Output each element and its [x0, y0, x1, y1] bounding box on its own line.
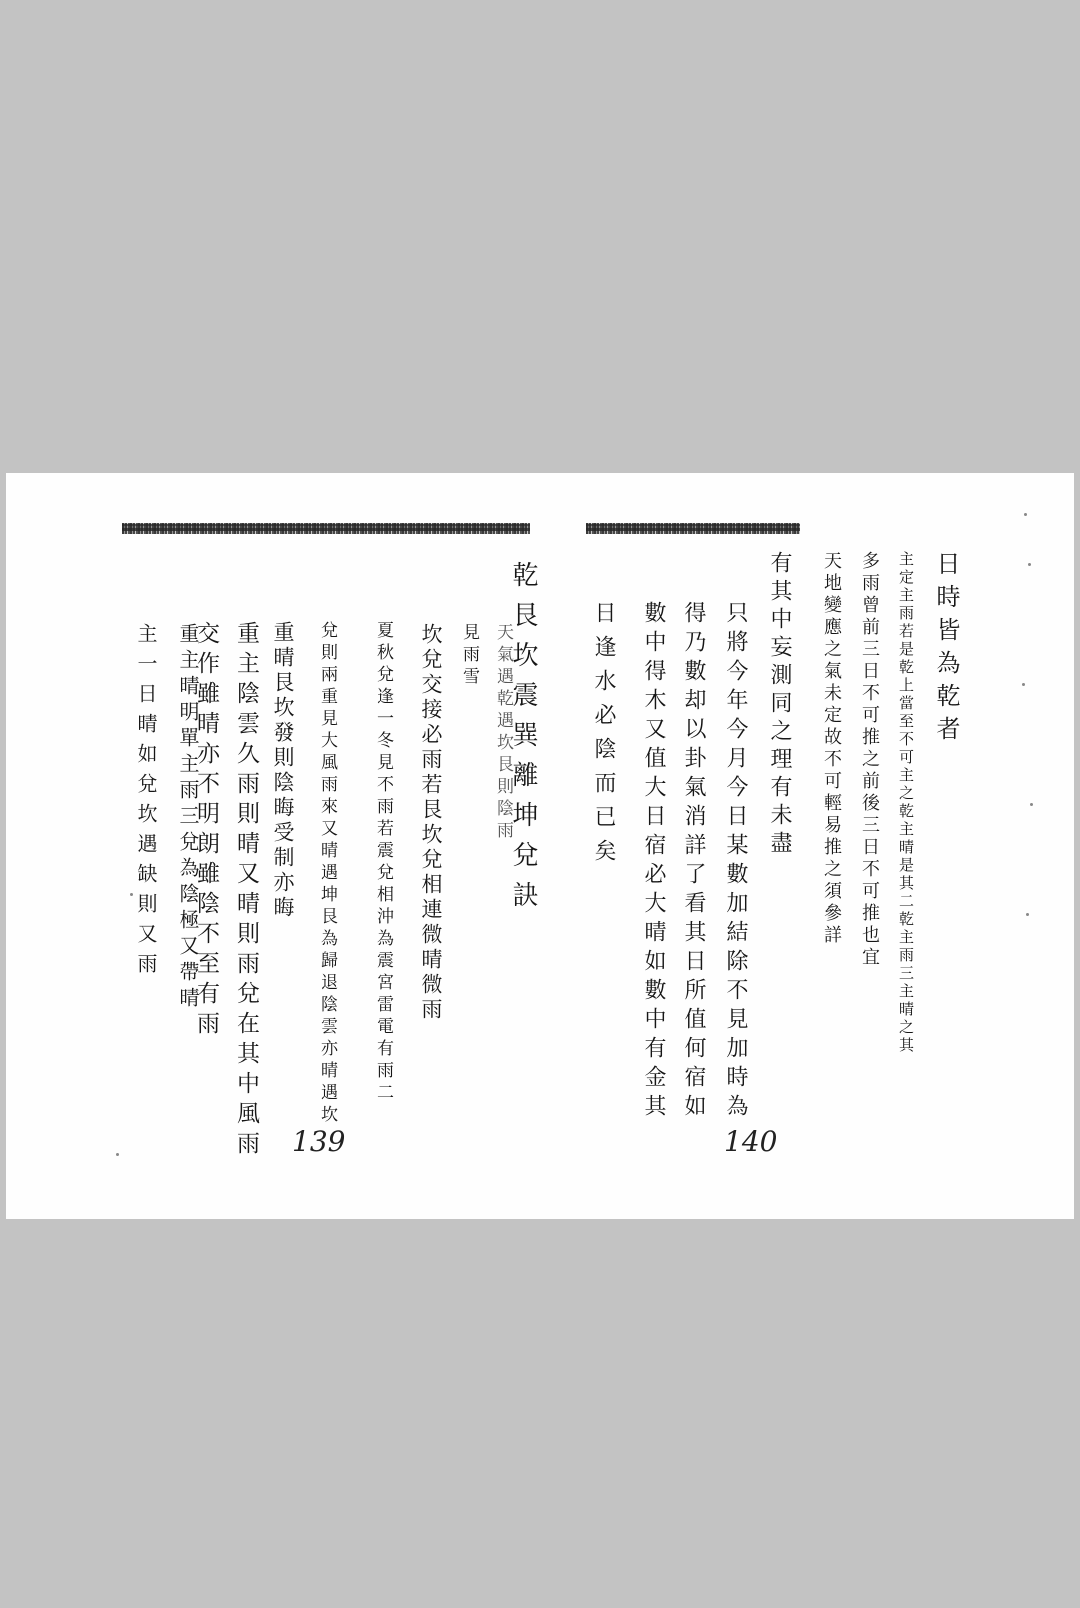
left-page-column-5: 兌則兩重見大風雨來又晴遇坤艮為歸退陰雲亦晴遇坎 — [317, 621, 337, 1127]
left-page-number: 139 — [292, 1125, 346, 1158]
left-page — [6, 473, 546, 1219]
left-page-column-10: 主一日晴如兌坎遇缺則又雨 — [134, 623, 158, 983]
scan-speck — [116, 1153, 119, 1156]
right-page-column-7: 得乃數却以卦氣消詳了看其日所值何宿如 — [681, 601, 706, 1123]
left-page-column-3: 坎兌交接必雨若艮坎兌相連微晴微雨 — [419, 623, 443, 1023]
left-page-title: 乾艮坎震巽離坤兌訣 — [508, 561, 538, 921]
right-page-column-6: 只將今年今月今日某數加結除不見加時為 — [723, 601, 748, 1123]
right-page-top-rule — [586, 523, 800, 534]
left-page-column-1: 天氣遇乾遇坎艮則陰雨 — [493, 623, 513, 843]
right-page-column-2: 主定主雨若是乾上當至不可主之乾主晴是其二乾主雨三主晴之其 — [897, 551, 915, 1055]
left-page-column-7: 重主陰雲久雨則晴又晴則雨兌在其中風雨 — [233, 621, 259, 1161]
right-page-column-1: 日時皆為乾者 — [932, 551, 960, 749]
scan-speck — [130, 893, 133, 896]
left-page-column-2: 見雨雪 — [459, 623, 479, 689]
scan-speck — [1030, 803, 1033, 806]
scan-speck — [1022, 683, 1025, 686]
left-page-column-8: 交作雖晴亦不明朗雖陰不至有雨 — [193, 621, 219, 1041]
left-page-column-6: 重晴艮坎發則陰晦受制亦晦 — [271, 621, 295, 921]
scan-speck — [1028, 563, 1031, 566]
left-page-column-9: 重主晴明單主雨三兌為陰極又帶晴 — [176, 623, 200, 1013]
right-page-column-8: 數中得木又值大日宿必大晴如數中有金其 — [641, 601, 666, 1123]
left-page-column-4: 夏秋兌逢一冬見不雨若震兌相沖為震宮雷電有雨二 — [373, 621, 393, 1105]
right-page-column-5: 有其中妄測同之理有未盡 — [767, 551, 792, 859]
right-page-column-3: 多雨曾前三日不可推之前後三日不可推也宜 — [859, 551, 880, 969]
scanned-book-spread — [6, 473, 1074, 1219]
right-page — [546, 473, 1074, 1219]
left-page-top-rule — [122, 523, 530, 534]
right-page-column-4: 天地變應之氣未定故不可輕易推之須參詳 — [821, 551, 842, 947]
scan-speck — [1024, 513, 1027, 516]
right-page-column-9: 日逢水必陰而已矣 — [591, 601, 616, 873]
right-page-number: 140 — [724, 1125, 778, 1158]
scan-speck — [1026, 913, 1029, 916]
